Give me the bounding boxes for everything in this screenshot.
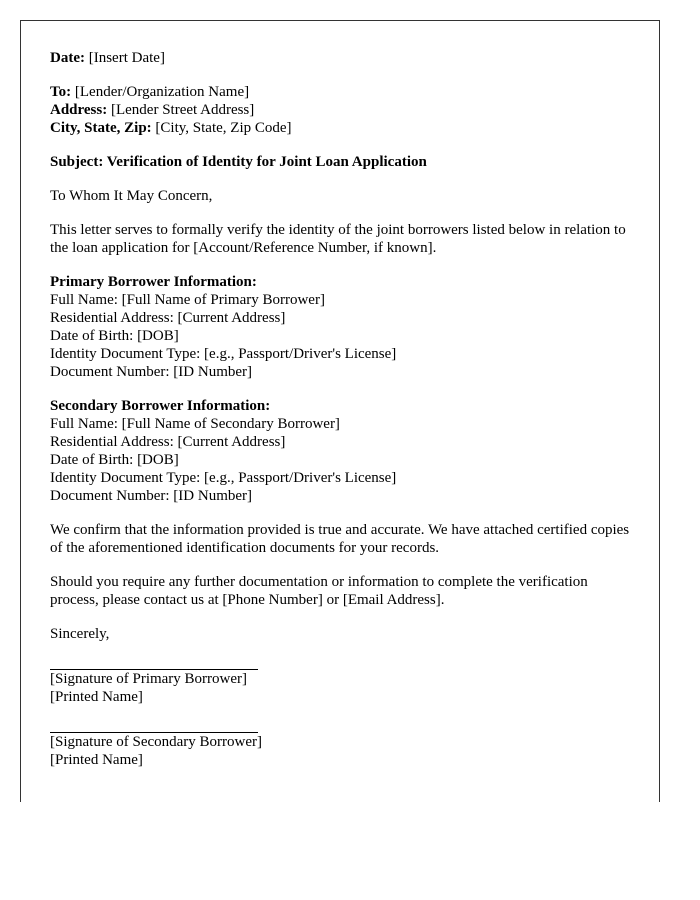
subject-block <box>50 153 640 171</box>
city-label: City, State, Zip: <box>50 120 152 136</box>
subject-line: Subject: Verification of Identity for Joint Loan Application <box>50 154 427 170</box>
confirmation-paragraph: We confirm that the information provided is true and accurate. We have attached certified copies of the aforementioned identification documents for your records. <box>50 522 630 556</box>
letter-body <box>50 49 640 785</box>
date-label: Date: <box>50 50 85 66</box>
primary-printed-name: [Printed Name] <box>50 689 143 705</box>
primary-borrower-section <box>50 273 640 381</box>
secondary-doc-type: Identity Document Type: [e.g., Passport/Driver's License] <box>50 470 397 486</box>
primary-address: Residential Address: [Current Address] <box>50 310 286 326</box>
primary-full-name: Full Name: [Full Name of Primary Borrower] <box>50 292 325 308</box>
primary-heading: Primary Borrower Information: <box>50 274 257 290</box>
secondary-dob: Date of Birth: [DOB] <box>50 452 179 468</box>
address-line <box>50 101 640 119</box>
primary-dob: Date of Birth: [DOB] <box>50 328 179 344</box>
secondary-heading: Secondary Borrower Information: <box>50 398 271 414</box>
recipient-block <box>50 83 640 137</box>
contact-paragraph: Should you require any further documentation or information to complete the verification process, please contact us at [Phone Number] or [Email Address]. <box>50 574 588 608</box>
secondary-borrower-section <box>50 397 640 505</box>
city-line <box>50 119 640 137</box>
date-line <box>50 49 640 67</box>
address-value: [Lender Street Address] <box>110 102 255 118</box>
to-value: [Lender/Organization Name] <box>74 84 250 100</box>
primary-signature-block <box>50 669 640 706</box>
primary-doc-type: Identity Document Type: [e.g., Passport/Driver's License] <box>50 346 397 362</box>
secondary-doc-number: Document Number: [ID Number] <box>50 488 253 504</box>
primary-doc-number: Document Number: [ID Number] <box>50 364 253 380</box>
city-value: [City, State, Zip Code] <box>155 120 292 136</box>
secondary-full-name: Full Name: [Full Name of Secondary Borrower] <box>50 416 340 432</box>
letter-page <box>20 20 660 802</box>
date-block <box>50 49 640 67</box>
date-value: [Insert Date] <box>88 50 165 66</box>
secondary-address: Residential Address: [Current Address] <box>50 434 286 450</box>
primary-signature-label: [Signature of Primary Borrower] <box>50 671 248 687</box>
salutation: To Whom It May Concern, <box>50 188 213 204</box>
intro-paragraph: This letter serves to formally verify the identity of the joint borrowers listed below in relation to the loan application for [Account/Reference Number, if known]. <box>50 222 626 256</box>
to-line <box>50 83 640 101</box>
secondary-printed-name: [Printed Name] <box>50 752 143 768</box>
secondary-signature-label: [Signature of Secondary Borrower] <box>50 734 263 750</box>
closing: Sincerely, <box>50 626 110 642</box>
secondary-signature-block <box>50 732 640 769</box>
address-label: Address: <box>50 102 108 118</box>
to-label: To: <box>50 84 72 100</box>
